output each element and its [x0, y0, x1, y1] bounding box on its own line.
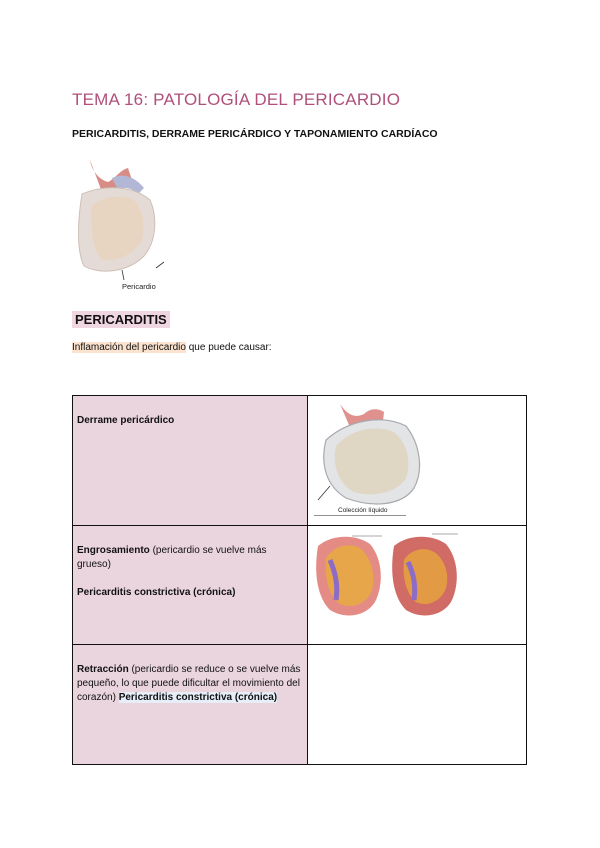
- pointer-line-2: [156, 262, 164, 268]
- row1-label: Derrame pericárdico: [77, 415, 175, 426]
- pointer-line: [122, 270, 124, 280]
- effusion-pointer: [318, 486, 330, 500]
- hero-caption: Pericardio: [122, 282, 156, 291]
- row1-image-caption: Colección líquido: [338, 507, 388, 514]
- heart-pericardium-illustration: [72, 158, 172, 293]
- table-row: [73, 396, 527, 526]
- table-row: [73, 645, 527, 765]
- intro-rest: que puede causar:: [185, 342, 272, 353]
- row1-image-cell: [308, 396, 527, 526]
- pericarditis-table: [72, 395, 527, 765]
- effusion-heart: [335, 428, 409, 494]
- page-subtitle: PERICARDITIS, DERRAME PERICÁRDICO Y TAPONAMIENTO CARDÍACO: [72, 128, 438, 140]
- section-heading: PERICARDITIS: [72, 311, 170, 328]
- table-row: [73, 526, 527, 645]
- row3-term: Retracción: [77, 664, 129, 675]
- row2-term: Engrosamiento: [77, 545, 150, 556]
- row2-detail: (pericardio se vuelve más grueso): [77, 545, 267, 570]
- row3-empty-cell: [308, 645, 527, 765]
- page-title: TEMA 16: PATOLOGÍA DEL PERICARDIO: [72, 90, 401, 109]
- intro-highlight: Inflamación del pericardio: [72, 342, 186, 353]
- row3-detail: (pericardio se reduce o se vuelve más pequeño, lo que puede dificultar el movimiento del corazón): [77, 664, 301, 703]
- row1-label-cell: [73, 396, 308, 526]
- pericardial-effusion-illustration: [312, 400, 512, 516]
- row3-label-cell: [73, 645, 308, 765]
- row2-label-cell: [73, 526, 308, 645]
- intro-text: [72, 342, 272, 353]
- constrictive-pericarditis-illustration: [312, 530, 472, 622]
- row3-consequence: Pericarditis constrictiva (crónica): [118, 692, 278, 703]
- row2-consequence: Pericarditis constrictiva (crónica): [77, 587, 236, 598]
- row2-image-cell: [308, 526, 527, 645]
